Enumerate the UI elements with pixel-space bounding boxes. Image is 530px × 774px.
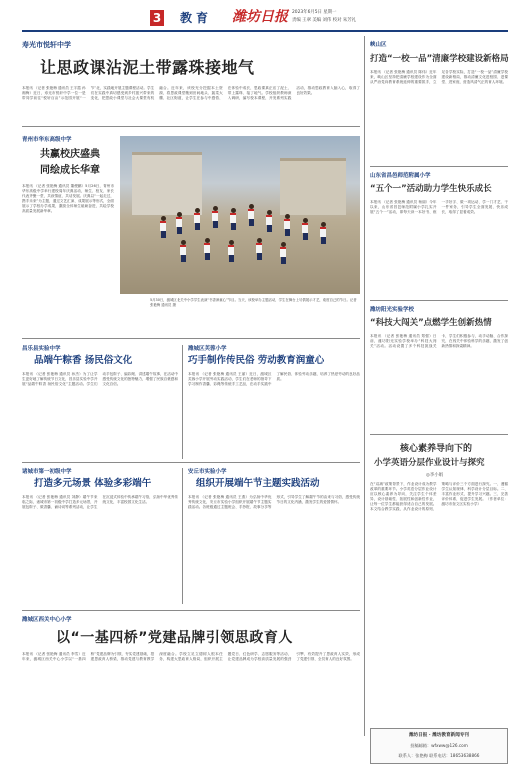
footer-box [370,728,508,764]
a2-headline-line2: 同绘成长华章 [40,165,100,176]
photo-student [194,208,200,230]
photo-student [176,212,182,234]
a2-headline-line1: 共赢校庆盛典 [40,149,100,160]
a5-headline: 打造多元场景 体验多彩端午 [34,478,152,489]
b4-body: 在“双减”政策背景下，作业设计成为教学改革的重要环节。小学英语分层作业设计应以核心素养为导向，关注学生个体差异，设计基础性、拓展性和创新性作业，让每一位学生都能获得适合自己的发展。本文结合教学实践，从作业设计的原则、策略与评价三个方面进行探究。一、遵循学生认知规律，科学设计分层目标。二、丰富作业形式，提升学习兴趣。三、完善评价体系，促进学生发展。（作者单位：潍坊市奎文区实验小学） [370,482,508,511]
b2-rule [370,300,508,301]
photo-student [212,206,218,228]
b3-rule [370,434,508,435]
a7-kicker: 潍城区西关中心小学 [22,617,72,623]
photo-student [280,242,286,264]
paper-name: 潍坊日报 [232,9,288,25]
a1-kicker: 寿光市悦轩中学 [22,41,71,49]
photo-building [132,152,202,215]
a1-body: 本报讯 （记者 张艳梅 通讯员 王宇霞 孙湘梅）近日，寿光市悦轩中学一位一是带同学前往“悦轩百亩”示范园开展“一节”北，实践地开展主题课程活动。学生们在实践中真切感受到乡村振兴带来的变化，把思政小课堂与社会大课堂有机融合。近年来，该校充分挖掘本土资源，将思政课堂搬到田间地头、蔬菜大棚、社区街道，让学生在参与中感悟、在体验中成长，思政课真正沾了泥土、带上露珠、接了地气。学校组织教师深入调研，编写校本课程，开发系列实践活动，推动思政教育入脑入心，取得了良好效果。 [22,86,360,100]
a5-kicker: 诸城市第一初级中学 [22,469,72,475]
a4-headline: 巧手制作传民俗 劳动教育润童心 [188,355,325,366]
photo-student [228,240,234,262]
a1-headline: 让思政课沾泥土带露珠接地气 [40,58,255,77]
b1-body: 本报讯 （记者 张艳梅 通讯员 陈伟）近年来，峡山区坚持把清廉学校建设作为全面从严治党向教育系统延伸的重要抓手，立足各学校实际，打造“一校一品”清廉学校建设新格局，推动清廉文化进校园、进课堂、进家庭，营造风清气正的育人环境。 [370,70,508,84]
footer-line3: 联系人：张艳梅 联系电话：18653638866 [398,753,480,758]
header-rule [22,30,508,32]
footer-line2: 投稿邮箱：wfxww@126.com [410,743,468,748]
photo-student [302,218,308,240]
a6-kicker: 安丘市实验小学 [188,469,227,475]
a5-body: 本报讯 （记者 张艳梅 通讯员 刘静）端午节来临之际，诸城市第一初级中学打造多元场景，开展包粽子、做香囊、诵诗词等系列活动，让学生在沉浸式体验中传承端午习俗，弘扬中华优秀传统文化，丰富校园文化生活。 [22,495,178,509]
a5-a6-divider [182,468,183,604]
photo-student [160,216,166,238]
column-divider [364,36,365,736]
b2-headline: “五个一”活动助力学生快乐成长 [370,184,492,194]
b4-headline-line1: 核心素养导向下的 [400,444,473,454]
section-title: 教育 [180,11,213,25]
school-photo [120,136,360,294]
a3-rule [22,462,360,463]
photo-student [284,214,290,236]
a3-body: 本报讯 （记者 张艳梅 通讯员 孙杰）为了让学生更好地了解传统节日文化，昌乐县实验中学开展“品端午粽香 扬民俗文化”主题活动。学生们动手包粽子、编彩绳、讲述端午故事，在活动中感受传统文化的独特魅力，增强了民族自豪感和文化自信。 [22,372,178,386]
a5-rule [22,610,360,611]
photo-caption: 5月30日，潍城区北关中小学学生表演“书香润童心”节目。当天，该校举办主题活动，学生在舞台上尽情展示才艺，欢度自己的节日。记者 张艳梅 通讯员 摄 [150,298,357,307]
page-number-badge: 3 [150,10,164,26]
a2-rule [22,338,360,339]
b3-headline: “科技大闯关”点燃学生创新热情 [370,318,492,328]
a6-headline: 组织开展端午节主题实践活动 [196,478,320,489]
photo-student [230,208,236,230]
b1-kicker: 峡山区 [370,42,387,48]
b3-kicker: 潍坊阳光实验学校 [370,307,415,313]
footer-line1: 潍坊日报 · 潍坊教育新闻专刊 [408,733,470,738]
a4-body: 本报讯 （记者 张艳梅 通讯员 王丽）近日，潍城区芙蓉小学开展劳动实践活动，学生们在老师的指导下学习制作香囊、彩绳等传统手工艺品，在动手实践中了解民俗、体验劳动乐趣，培养了热爱劳动的良好品质。 [188,372,360,386]
a6-body: 本报讯 （记者 张艳梅 通讯员 王燕）为弘扬中华优秀传统文化，安丘市实验小学组织开展端午节主题实践活动。各班级通过主题班会、手抄报、故事分享等形式，引导学生了解端午节的由来与习俗，感受传统节日的文化内涵，激发学生的爱国情怀。 [188,495,360,509]
photo-student [204,238,210,260]
photo-student [248,204,254,226]
b4-headline-line2: 小学英语分层作业设计与探究 [374,458,485,468]
date-line: 2023年6月5日 星期一 [292,10,337,15]
editor-line: 责编 王翠 美编 刘伟 校对 朱芳礼 [292,18,357,23]
b1-headline: 打造“一校一品”清廉学校建设新格局 [370,54,509,64]
b1-rule [370,166,508,167]
a2-body: 本报讯 （记者 张艳梅 通讯员 董俊鹏）5月26日，青州市华东高级中学举行建校周年庆典活动，师生、校友、家长代表齐聚一堂，共叙情谊、共话发展。庆典以“一起走过，携手未来”为主题，通过文艺汇演、成果展示等形式，全面展示了学校办学成果，激励全体师生砥砺奋进，共绘学校高质量发展新华章。 [22,184,114,213]
photo-student [180,240,186,262]
a7-headline: 以“一基四桥”党建品牌引领思政育人 [56,630,293,646]
photo-student [256,238,262,260]
b2-body: 本报讯 （记者 张艳梅 通讯员 杨丽）今年以来，山东省昌邑师范附属小学扎实开展“五个一”活动，即每天读一本好书、练一手好字、做一项运动、学一门才艺、干一件家务，引导学生全面发展、快乐成长，取得了显著成效。 [370,200,508,214]
a3-kicker: 昌乐县实验中学 [22,346,61,352]
photo-building [280,158,346,215]
a2-kicker: 青州市华东高级中学 [22,137,72,143]
b3-body: 本报讯 （记者 张艳梅 通讯员 郑强）日前，潍坊阳光实验学校举办“科技大闯关”活动。活动设置了多个科技挑战关卡，学生们积极参与，动手动脑、合作探究，在闯关中体验科学的乐趣，激发了创新热情和探索精神。 [370,334,508,348]
a3-a4-divider [182,345,183,459]
a7-body: 本报讯 （记者 张艳梅 通讯员 李雪）近年来，潍城区西关中心小学以“一基四桥”党建品牌为引领，夯实党建基础，搭建思政育人桥梁，推动党建与教育教学深度融合。学校立足立德树人根本任务，构建大思政育人格局，组织开展主题党日、红色研学、志愿服务等活动，让党建品牌成为学校高质量发展的强劲引擎，有效提升了思政育人实效，形成了党建引领、全员育人的良好氛围。 [22,652,360,661]
a4-kicker: 潍城区芙蓉小学 [188,346,227,352]
b4-author: ◎李小娟 [426,473,444,478]
photo-student [320,222,326,244]
a1-rule [22,126,360,127]
photo-student [266,210,272,232]
a3-headline: 品端午粽香 扬民俗文化 [34,355,133,366]
b2-kicker: 山东省昌邑师范附属小学 [370,173,431,179]
